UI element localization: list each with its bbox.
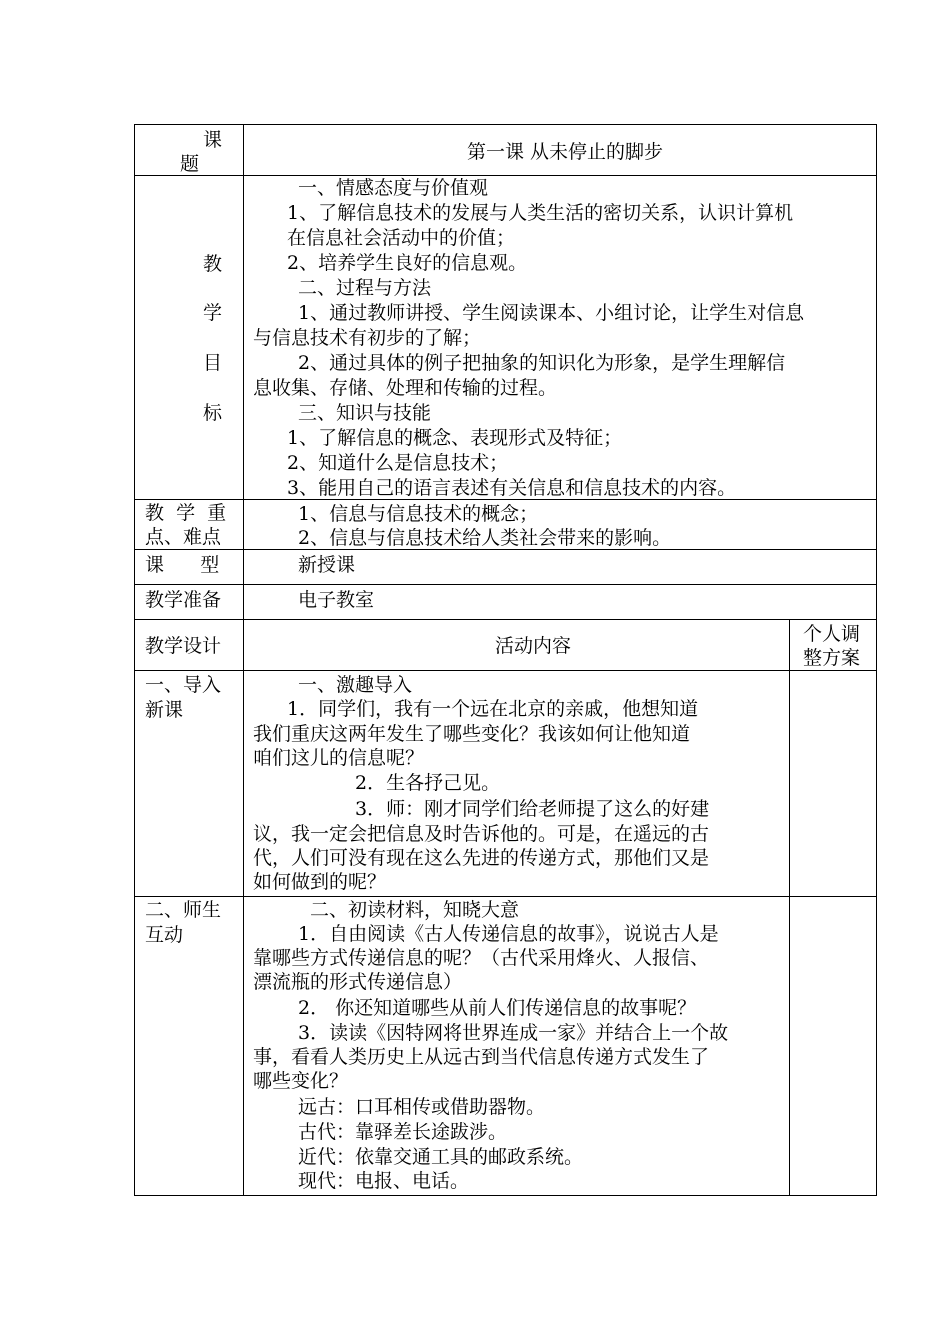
column-divider <box>789 619 790 1196</box>
interact-line: 现代：电报、电话。 <box>298 1170 470 1192</box>
prep-label: 教学准备 <box>145 589 222 611</box>
interact-line: 哪些变化？ <box>253 1070 349 1092</box>
interact-label: 互动 <box>145 924 184 946</box>
title-label: 课 <box>203 129 223 151</box>
table-border-right <box>876 124 877 1196</box>
objectives-line: 2、通过具体的例子把抽象的知识化为形象，是学生理解信 <box>298 352 786 374</box>
row-divider <box>134 619 877 620</box>
intro-line: 一、激趣导入 <box>298 674 413 696</box>
adjust-header: 整方案 <box>803 647 861 669</box>
row-divider <box>134 175 877 176</box>
objectives-label: 标 <box>203 402 223 424</box>
interact-line: 二、初读材料，知晓大意 <box>310 899 520 921</box>
objectives-line: 1、通过教师讲授、学生阅读课本、小组讨论，让学生对信息 <box>298 302 805 324</box>
intro-line: 如何做到的呢？ <box>253 871 387 893</box>
interact-line: 漂流瓶的形式传递信息） <box>253 971 463 993</box>
table-border-left <box>134 124 135 1196</box>
interact-line: 1．自由阅读《古人传递信息的故事》，说说古人是 <box>298 923 719 945</box>
objectives-line: 3、能用自己的语言表述有关信息和信息技术的内容。 <box>287 477 737 499</box>
design-label: 教学设计 <box>145 635 222 657</box>
intro-line: 我们重庆这两年发生了哪些变化？我该如何让他知道 <box>253 723 691 745</box>
keypoints-line: 2、信息与信息技术给人类社会带来的影响。 <box>298 527 672 549</box>
intro-line: 3．师：刚才同学们给老师提了这么的好建 <box>355 798 710 820</box>
interact-line: 2． 你还知道哪些从前人们传递信息的故事呢？ <box>298 997 697 1019</box>
objectives-line: 1、了解信息的概念、表现形式及特征； <box>287 427 623 449</box>
objectives-line: 1、了解信息技术的发展与人类生活的密切关系，认识计算机 <box>287 202 794 224</box>
objectives-line: 息收集、存储、处理和传输的过程。 <box>253 377 558 399</box>
adjust-header: 个人调 <box>803 623 861 645</box>
objectives-line: 一、情感态度与价值观 <box>298 177 489 199</box>
intro-label: 新课 <box>145 699 184 721</box>
objectives-line: 2、知道什么是信息技术； <box>287 452 509 474</box>
intro-line: 1．同学们，我有一个远在北京的亲戚，他想知道 <box>287 698 699 720</box>
table-border-top <box>134 124 877 125</box>
column-divider <box>243 124 244 1196</box>
interact-line: 近代：依靠交通工具的邮政系统。 <box>298 1146 584 1168</box>
interact-line: 3．读读《因特网将世界连成一家》并结合上一个故 <box>298 1022 729 1044</box>
interact-line: 靠哪些方式传递信息的呢？（古代采用烽火、人报信、 <box>253 947 710 969</box>
intro-line: 咱们这儿的信息呢？ <box>253 747 425 769</box>
objectives-label: 教 <box>203 253 223 275</box>
row-divider <box>134 584 877 585</box>
row-divider <box>134 670 877 671</box>
type-label: 课 型 <box>145 554 220 576</box>
interact-line: 事，看看人类历史上从远古到当代信息传递方式发生了 <box>253 1046 710 1068</box>
keypoints-label: 教 学 重 <box>145 502 227 524</box>
type-value: 新授课 <box>298 554 356 576</box>
interact-line: 远古：口耳相传或借助器物。 <box>298 1096 546 1118</box>
intro-label: 一、导入 <box>145 674 222 696</box>
objectives-line: 2、培养学生良好的信息观。 <box>287 252 528 274</box>
prep-value: 电子教室 <box>298 589 375 611</box>
objectives-label: 目 <box>203 352 223 374</box>
lesson-title: 第一课 从未停止的脚步 <box>467 141 664 163</box>
objectives-line: 三、知识与技能 <box>298 402 432 424</box>
keypoints-label: 点、难点 <box>145 526 222 548</box>
title-label: 题 <box>180 153 200 175</box>
intro-line: 代，人们可没有现在这么先进的传递方式，那他们又是 <box>253 847 710 869</box>
objectives-label: 学 <box>203 302 223 324</box>
objectives-line: 二、过程与方法 <box>298 277 432 299</box>
activity-header: 活动内容 <box>495 635 572 657</box>
intro-line: 议，我一定会把信息及时告诉他的。可是，在遥远的古 <box>253 823 710 845</box>
row-divider <box>134 896 877 897</box>
interact-line: 古代：靠驿差长途跋涉。 <box>298 1121 508 1143</box>
objectives-line: 与信息技术有初步的了解； <box>253 327 482 349</box>
intro-line: 2．生各抒己见。 <box>355 772 501 794</box>
keypoints-line: 1、信息与信息技术的概念； <box>298 503 539 525</box>
table-border-bottom <box>134 1195 877 1196</box>
objectives-line: 在信息社会活动中的价值； <box>287 227 516 249</box>
interact-label: 二、师生 <box>145 899 222 921</box>
